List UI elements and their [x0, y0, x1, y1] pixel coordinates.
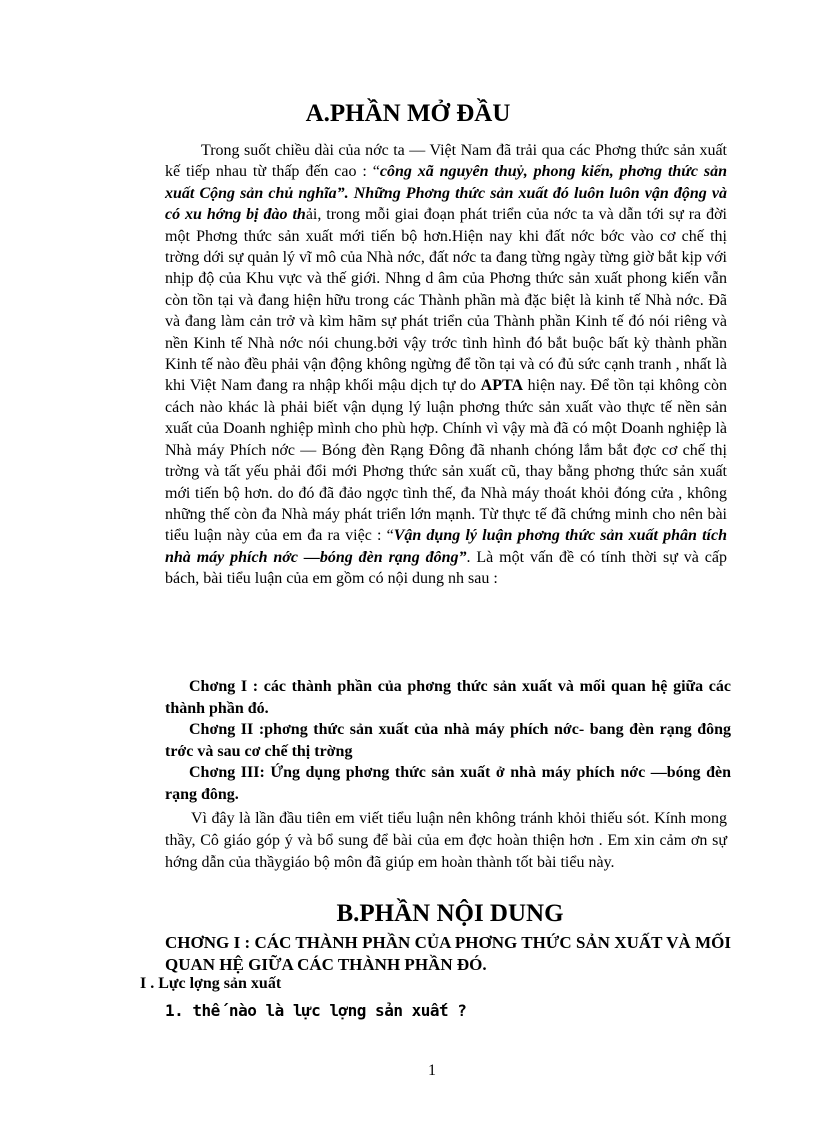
section-1-heading: I . Lực lợng sản xuất: [140, 975, 282, 992]
intro-paragraph: [165, 140, 727, 590]
apta-term: APTA: [480, 377, 524, 395]
chapter-item-1-text: Chơng I : các thành phần của phơng thức sản xuất và mối quan hệ giữa các thành phần đó.: [165, 678, 731, 717]
intro-text-2: ải, trong mỗi giai đoạn phát triển của nớc ta và dẫn tới sự ra đời một Phơng thức sản xuất mới tiến bộ hơn.Hiện nay khi đất nớc bớc vào cơ chế thị trờng dới sự quản lý vĩ mô của Nhà nớc, đất nớc ta đang từng ngày từng giờ bắt kịp với nhịp độ của Khu vực và thế giới. Nhng d âm của Phơng thức sản xuất phong kiến vẫn còn tồn tại và đang hiện hữu trong các Thành phần mà đặc biệt là kinh tế Nhà nớc. Đã và đang làm cản trở và kìm hãm sự phát triển của Thành phần Kinh tế đó nói riêng và nền Kinh tế Nhà nớc nói chung.bởi vậy trớc tình hình đó bắt buộc bất kỳ thành phần Kinh tế nào đều phải vận động không ngừng để tồn tại và có đủ sức cạnh tranh , nhất là khi Việt Nam đang ra nhập khối mậu dịch tự do: [165, 206, 727, 395]
intro-emphasis-2: Vận dụng lý luận phơng thức sản xuất phân tích nhà máy phích nớc —bóng đèn rạng đông”: [165, 527, 727, 566]
chapter-item-3: [165, 762, 731, 805]
chapter-item-2-text: Chơng II :phơng thức sản xuất của nhà máy phích nớc- bang đèn rạng đông trớc và sau cơ chế thị trờng: [165, 721, 731, 760]
chapter-1-heading: CHƠNG I : CÁC THÀNH PHẦN CỦA PHƠNG THỨC SẢN XUẤT VÀ MỐI QUAN HỆ GIỮA CÁC THÀNH PHẦN ĐÓ.: [165, 933, 731, 974]
part-a-title: A.PHẦN MỞ ĐẦU: [305, 100, 511, 127]
chapter-item-2: [165, 719, 731, 762]
part-b-title: B.PHẦN NỘI DUNG: [336, 900, 564, 927]
intro-text-3: hiện nay. Để tồn tại không còn cách nào khác là phải biết vận dụng lý luận phơng thức sản xuất vào thực tế nền sản xuất của Doanh nghiệp mình cho phù hợp. Chính vì vậy mà đã có một Doanh nghiệp là Nhà máy Phích nớc — Bóng đèn Rạng Đông đã nhanh chóng lắm bắt đợc cơ chế thị trờng và tất yếu phải đổi mới Phơng thức sản xuất cũ, thay bằng phơng thức sản xuất mới tiến bộ hơn. do đó đã đảo ngợc tình thế, đa Nhà máy thoát khỏi đóng cửa , không những thế còn đa Nhà máy phát triển lớn mạnh. Từ thực tế đã chứng minh cho nên bài tiểu luận này của em đa ra việc : “: [165, 377, 727, 545]
page-number: 1: [428, 1062, 436, 1079]
closing-paragraph: [165, 808, 727, 873]
intro-emphasis-1: công xã nguyên thuỷ, phong kiến, phơng thức sản xuất Cộng sản chủ nghĩa”. Những Phơng thức sản xuất đó luôn luôn vận động và có xu hớng bị đào th: [165, 163, 727, 224]
subsection-1-heading: 1. thế nào là lực lợng sản xuất ?: [165, 1001, 467, 1020]
intro-text-4: . Là một vấn đề có tính thời sự và cấp bách, bài tiểu luận của em gồm có nội dung nh sau :: [165, 548, 728, 588]
intro-text-1: Trong suốt chiều dài của nớc ta — Việt Nam đã trải qua các Phơng thức sản xuất kế tiếp nhau từ thấp đến cao : “: [165, 142, 727, 181]
chapter-item-3-text: Chơng III: Ứng dụng phơng thức sản xuất ở nhà máy phích nớc —bóng đèn rạng đông.: [165, 764, 731, 803]
closing-text: Vì đây là lần đầu tiên em viết tiểu luận nên không tránh khỏi thiếu sót. Kính mong thầy, Cô giáo góp ý và bổ sung để bài của em đợc hoàn thiện hơn . Em xin cảm ơn sự hớng dẫn của thầygiáo bộ môn đã giúp em hoàn thành tốt bài tiểu này.: [165, 810, 727, 871]
chapter-list: [165, 676, 731, 805]
chapter-item-1: [165, 676, 731, 719]
